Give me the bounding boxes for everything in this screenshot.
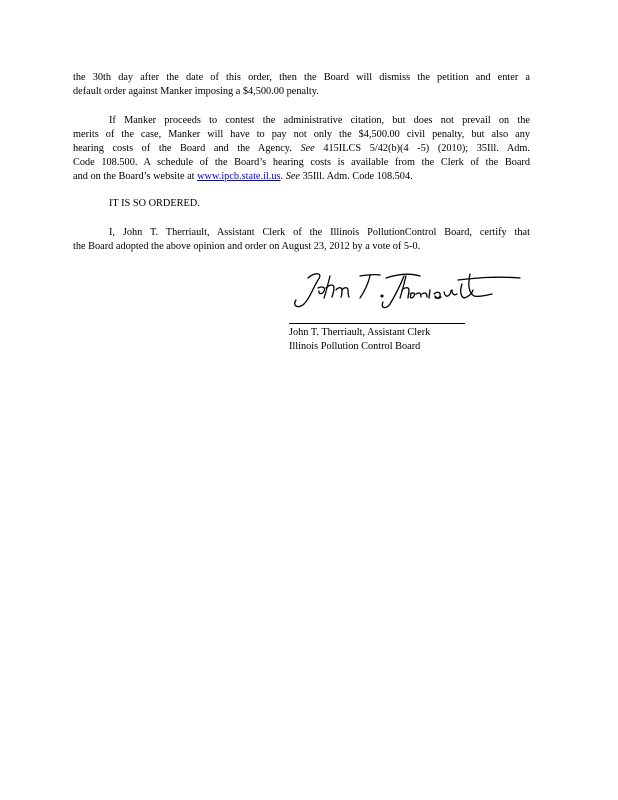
text-line: the Board adopted the above opinion and order on August 23, 2012 by a vote of 5-0. — [73, 241, 421, 252]
paragraph-contest-citation — [73, 114, 530, 184]
text-line: Code 108.500. A schedule of the Board’s hearing costs is available from the Clerk of the Board — [73, 157, 530, 168]
text-segment: 35Ill. Adm. Code 108.504. — [302, 171, 413, 182]
see-signal: See — [285, 171, 300, 182]
text-line: If Manker proceeds to contest the administrative citation, but does not prevail on the — [109, 115, 530, 126]
paragraph-default-order — [73, 71, 530, 99]
handwritten-signature — [288, 266, 528, 316]
text-segment: . — [280, 171, 284, 182]
text-segment: 415ILCS 5/42(b)(4 -5) (2010); 35Ill. Adm. — [323, 143, 530, 154]
signature-line — [289, 323, 465, 324]
text-line — [73, 142, 530, 156]
text-segment: hearing costs of the Board and the Agency. — [73, 143, 292, 154]
board-website-link[interactable]: www.ipcb.state.il.us — [197, 171, 281, 182]
see-signal: See — [300, 143, 315, 154]
signer-organization: Illinois Pollution Control Board — [289, 341, 421, 352]
signer-name-title: John T. Therriault, Assistant Clerk — [289, 327, 431, 338]
text-line — [73, 170, 530, 184]
text-line: default order against Manker imposing a $4,500.00 penalty. — [73, 86, 319, 97]
paragraph-certification — [73, 226, 530, 254]
signature-block — [289, 326, 430, 354]
text-line: I, John T. Therriault, Assistant Clerk of the Illinois PollutionControl Board, certify that — [109, 227, 530, 238]
text-line: merits of the case, Manker will have to pay not only the $4,500.00 civil penalty, but also any — [73, 129, 530, 140]
text-line: the 30th day after the date of this order, then the Board will dismiss the petition and enter a — [73, 72, 530, 83]
text-segment: and on the Board’s website at — [73, 171, 195, 182]
ordered-statement: IT IS SO ORDERED. — [109, 198, 200, 209]
